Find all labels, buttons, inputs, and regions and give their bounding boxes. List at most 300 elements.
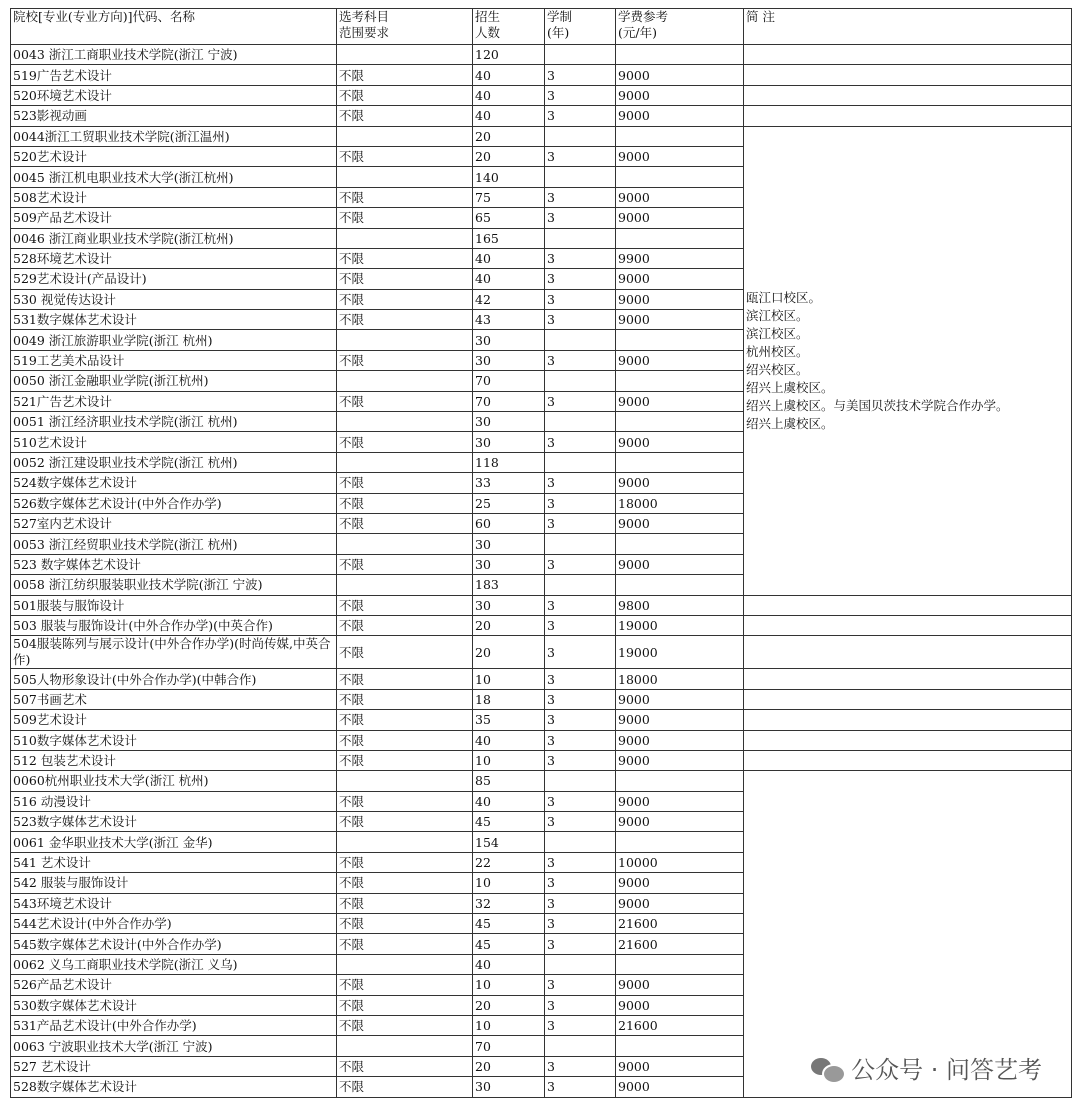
cell-name: 526产品艺术设计	[11, 975, 337, 995]
cell-enroll: 10	[473, 873, 545, 893]
cell-enroll: 183	[473, 575, 545, 595]
cell-notes	[744, 750, 1072, 770]
cell-fee	[616, 228, 744, 248]
cell-years: 3	[545, 391, 616, 411]
cell-enroll: 40	[473, 791, 545, 811]
cell-fee: 9000	[616, 473, 744, 493]
table-row	[11, 669, 1072, 689]
cell-name: 544艺术设计(中外合作办学)	[11, 914, 337, 934]
cell-enroll: 45	[473, 934, 545, 954]
cell-enroll: 20	[473, 615, 545, 635]
header-years-line1: 学制	[547, 9, 573, 24]
cell-subject	[337, 1036, 473, 1056]
cell-name: 528环境艺术设计	[11, 248, 337, 268]
cell-years: 3	[545, 730, 616, 750]
note-line: 绍兴上虞校区。	[746, 415, 834, 431]
cell-enroll: 20	[473, 636, 545, 669]
cell-name: 527室内艺术设计	[11, 513, 337, 533]
cell-years: 3	[545, 852, 616, 872]
table-row	[11, 126, 1072, 146]
cell-subject: 不限	[337, 1015, 473, 1035]
cell-years: 3	[545, 1077, 616, 1097]
cell-years	[545, 167, 616, 187]
cell-enroll: 30	[473, 1077, 545, 1097]
cell-enroll: 85	[473, 771, 545, 791]
note-line: 滨江校区。	[746, 307, 809, 323]
cell-enroll: 42	[473, 289, 545, 309]
cell-subject: 不限	[337, 689, 473, 709]
cell-notes	[744, 689, 1072, 709]
cell-name: 0046 浙江商业职业技术学院(浙江杭州)	[11, 228, 337, 248]
cell-fee	[616, 412, 744, 432]
header-enroll	[473, 9, 545, 45]
cell-years: 3	[545, 995, 616, 1015]
cell-notes	[744, 730, 1072, 750]
cell-enroll: 140	[473, 167, 545, 187]
cell-enroll: 120	[473, 45, 545, 65]
cell-years	[545, 45, 616, 65]
cell-years: 3	[545, 812, 616, 832]
cell-name: 542 服装与服饰设计	[11, 873, 337, 893]
cell-years: 3	[545, 289, 616, 309]
cell-fee: 9000	[616, 975, 744, 995]
header-enroll-line2: 人数	[475, 25, 501, 40]
cell-fee: 9800	[616, 595, 744, 615]
table-row	[11, 689, 1072, 709]
cell-fee	[616, 452, 744, 472]
cell-years	[545, 954, 616, 974]
cell-notes	[744, 669, 1072, 689]
cell-subject: 不限	[337, 730, 473, 750]
cell-years: 3	[545, 1056, 616, 1076]
cell-subject: 不限	[337, 669, 473, 689]
cell-enroll: 43	[473, 310, 545, 330]
cell-subject	[337, 412, 473, 432]
cell-name: 543环境艺术设计	[11, 893, 337, 913]
cell-enroll: 30	[473, 330, 545, 350]
cell-subject: 不限	[337, 812, 473, 832]
note-line: 绍兴上虞校区。	[746, 379, 834, 395]
cell-enroll: 70	[473, 391, 545, 411]
cell-years: 3	[545, 310, 616, 330]
cell-subject: 不限	[337, 391, 473, 411]
cell-fee	[616, 371, 744, 391]
cell-fee: 9000	[616, 791, 744, 811]
cell-notes	[744, 45, 1072, 65]
cell-fee: 9000	[616, 432, 744, 452]
table-row	[11, 615, 1072, 635]
cell-enroll: 22	[473, 852, 545, 872]
cell-name: 504服装陈列与展示设计(中外合作办学)(时尚传媒,中英合作)	[11, 636, 337, 669]
cell-fee: 9000	[616, 289, 744, 309]
cell-years: 3	[545, 269, 616, 289]
cell-years: 3	[545, 689, 616, 709]
cell-years: 3	[545, 914, 616, 934]
table-row	[11, 730, 1072, 750]
cell-years	[545, 371, 616, 391]
cell-subject	[337, 954, 473, 974]
cell-name: 516 动漫设计	[11, 791, 337, 811]
table-row	[11, 85, 1072, 105]
cell-enroll: 18	[473, 689, 545, 709]
note-line: 杭州校区。	[746, 343, 809, 359]
table-row	[11, 771, 1072, 791]
cell-years: 3	[545, 669, 616, 689]
cell-years	[545, 534, 616, 554]
cell-fee: 9000	[616, 710, 744, 730]
cell-years	[545, 126, 616, 146]
cell-years: 3	[545, 146, 616, 166]
cell-fee: 9000	[616, 893, 744, 913]
cell-fee	[616, 126, 744, 146]
cell-years: 3	[545, 791, 616, 811]
cell-notes	[744, 106, 1072, 126]
cell-subject: 不限	[337, 975, 473, 995]
table-row	[11, 595, 1072, 615]
cell-enroll: 40	[473, 85, 545, 105]
cell-subject: 不限	[337, 513, 473, 533]
cell-enroll: 70	[473, 1036, 545, 1056]
cell-subject	[337, 45, 473, 65]
cell-subject: 不限	[337, 636, 473, 669]
cell-years: 3	[545, 1015, 616, 1035]
cell-years	[545, 412, 616, 432]
header-years	[545, 9, 616, 45]
cell-subject	[337, 575, 473, 595]
cell-fee	[616, 771, 744, 791]
cell-name: 0053 浙江经贸职业技术学院(浙江 杭州)	[11, 534, 337, 554]
cell-years: 3	[545, 85, 616, 105]
cell-enroll: 10	[473, 1015, 545, 1035]
cell-subject: 不限	[337, 873, 473, 893]
cell-fee: 9000	[616, 513, 744, 533]
cell-enroll: 40	[473, 65, 545, 85]
cell-enroll: 20	[473, 995, 545, 1015]
cell-fee: 18000	[616, 669, 744, 689]
cell-name: 530数字媒体艺术设计	[11, 995, 337, 1015]
header-subject-line2: 范围要求	[339, 25, 390, 40]
cell-name: 523影视动画	[11, 106, 337, 126]
cell-years: 3	[545, 493, 616, 513]
cell-name: 512 包装艺术设计	[11, 750, 337, 770]
cell-enroll: 33	[473, 473, 545, 493]
cell-enroll: 165	[473, 228, 545, 248]
cell-name: 0049 浙江旅游职业学院(浙江 杭州)	[11, 330, 337, 350]
cell-notes	[744, 636, 1072, 669]
cell-name: 509产品艺术设计	[11, 208, 337, 228]
header-fee	[616, 9, 744, 45]
cell-fee	[616, 330, 744, 350]
header-years-line2: (年)	[547, 25, 570, 40]
cell-years: 3	[545, 65, 616, 85]
cell-subject: 不限	[337, 995, 473, 1015]
cell-enroll: 20	[473, 126, 545, 146]
cell-subject: 不限	[337, 208, 473, 228]
cell-name: 0062 义乌工商职业技术学院(浙江 义乌)	[11, 954, 337, 974]
cell-subject: 不限	[337, 595, 473, 615]
cell-fee	[616, 575, 744, 595]
cell-fee: 9000	[616, 391, 744, 411]
cell-fee	[616, 45, 744, 65]
cell-enroll: 60	[473, 513, 545, 533]
cell-subject: 不限	[337, 1077, 473, 1097]
cell-name: 0045 浙江机电职业技术大学(浙江杭州)	[11, 167, 337, 187]
cell-subject: 不限	[337, 310, 473, 330]
cell-subject	[337, 534, 473, 554]
cell-years: 3	[545, 473, 616, 493]
cell-subject	[337, 771, 473, 791]
cell-name: 0044浙江工贸职业技术学院(浙江温州)	[11, 126, 337, 146]
cell-enroll: 45	[473, 812, 545, 832]
cell-name: 508艺术设计	[11, 187, 337, 207]
cell-name: 501服装与服饰设计	[11, 595, 337, 615]
cell-name: 510数字媒体艺术设计	[11, 730, 337, 750]
cell-fee: 9000	[616, 187, 744, 207]
cell-subject: 不限	[337, 289, 473, 309]
header-subject-line1: 选考科目	[339, 9, 390, 24]
cell-subject: 不限	[337, 187, 473, 207]
cell-enroll: 30	[473, 432, 545, 452]
cell-fee: 9000	[616, 208, 744, 228]
table-row	[11, 65, 1072, 85]
cell-name: 505人物形象设计(中外合作办学)(中韩合作)	[11, 669, 337, 689]
cell-fee: 9000	[616, 730, 744, 750]
cell-years: 3	[545, 208, 616, 228]
table-row	[11, 636, 1072, 669]
cell-fee: 9000	[616, 269, 744, 289]
cell-years: 3	[545, 432, 616, 452]
cell-name: 0050 浙江金融职业学院(浙江杭州)	[11, 371, 337, 391]
cell-subject: 不限	[337, 146, 473, 166]
cell-name: 510艺术设计	[11, 432, 337, 452]
cell-name: 519广告艺术设计	[11, 65, 337, 85]
cell-subject	[337, 167, 473, 187]
cell-years: 3	[545, 975, 616, 995]
cell-fee	[616, 1036, 744, 1056]
cell-years	[545, 1036, 616, 1056]
cell-years	[545, 330, 616, 350]
cell-fee: 9000	[616, 873, 744, 893]
cell-fee: 9000	[616, 1056, 744, 1076]
cell-notes	[744, 65, 1072, 85]
cell-name: 526数字媒体艺术设计(中外合作办学)	[11, 493, 337, 513]
cell-name: 545数字媒体艺术设计(中外合作办学)	[11, 934, 337, 954]
cell-enroll: 30	[473, 534, 545, 554]
table-row	[11, 106, 1072, 126]
cell-enroll: 75	[473, 187, 545, 207]
table-row	[11, 45, 1072, 65]
header-row	[11, 9, 1072, 45]
cell-enroll: 45	[473, 914, 545, 934]
cell-notes	[744, 85, 1072, 105]
cell-name: 530 视觉传达设计	[11, 289, 337, 309]
cell-name: 0060杭州职业技术大学(浙江 杭州)	[11, 771, 337, 791]
cell-enroll: 40	[473, 730, 545, 750]
cell-subject: 不限	[337, 750, 473, 770]
cell-fee: 9900	[616, 248, 744, 268]
cell-enroll: 118	[473, 452, 545, 472]
cell-enroll: 30	[473, 412, 545, 432]
cell-name: 0063 宁波职业技术大学(浙江 宁波)	[11, 1036, 337, 1056]
watermark-text: 公众号 · 问答艺考	[851, 1056, 1042, 1084]
note-line: 绍兴上虞校区。与美国贝茨技术学院合作办学。	[746, 397, 1009, 413]
cell-name: 0052 浙江建设职业技术学院(浙江 杭州)	[11, 452, 337, 472]
table-row	[11, 710, 1072, 730]
cell-subject	[337, 228, 473, 248]
cell-years	[545, 452, 616, 472]
cell-fee: 9000	[616, 812, 744, 832]
cell-years	[545, 832, 616, 852]
cell-years: 3	[545, 554, 616, 574]
cell-fee: 9000	[616, 750, 744, 770]
cell-years: 3	[545, 595, 616, 615]
cell-years: 3	[545, 710, 616, 730]
cell-enroll: 65	[473, 208, 545, 228]
cell-fee: 19000	[616, 636, 744, 669]
cell-enroll: 20	[473, 146, 545, 166]
cell-years: 3	[545, 934, 616, 954]
cell-subject: 不限	[337, 710, 473, 730]
cell-subject: 不限	[337, 248, 473, 268]
cell-years: 3	[545, 636, 616, 669]
cell-notes	[744, 126, 1072, 595]
cell-fee: 9000	[616, 689, 744, 709]
cell-notes	[744, 615, 1072, 635]
cell-years: 3	[545, 187, 616, 207]
cell-subject	[337, 330, 473, 350]
cell-enroll: 10	[473, 669, 545, 689]
cell-enroll: 30	[473, 350, 545, 370]
cell-enroll: 40	[473, 269, 545, 289]
cell-years: 3	[545, 248, 616, 268]
cell-fee: 10000	[616, 852, 744, 872]
cell-fee: 21600	[616, 1015, 744, 1035]
note-line: 绍兴校区。	[746, 361, 809, 377]
table-row	[11, 750, 1072, 770]
cell-enroll: 30	[473, 554, 545, 574]
cell-enroll: 40	[473, 954, 545, 974]
cell-enroll: 25	[473, 493, 545, 513]
note-line: 瓯江口校区。	[746, 289, 822, 305]
cell-name: 520艺术设计	[11, 146, 337, 166]
cell-fee: 21600	[616, 934, 744, 954]
cell-subject	[337, 126, 473, 146]
cell-subject: 不限	[337, 914, 473, 934]
cell-notes	[744, 595, 1072, 615]
cell-fee: 9000	[616, 65, 744, 85]
cell-subject: 不限	[337, 432, 473, 452]
cell-years: 3	[545, 513, 616, 533]
cell-fee: 9000	[616, 554, 744, 574]
cell-subject: 不限	[337, 554, 473, 574]
cell-subject: 不限	[337, 852, 473, 872]
note-line: 滨江校区。	[746, 325, 809, 341]
cell-subject: 不限	[337, 615, 473, 635]
cell-name: 521广告艺术设计	[11, 391, 337, 411]
cell-subject: 不限	[337, 473, 473, 493]
cell-subject: 不限	[337, 934, 473, 954]
cell-fee: 9000	[616, 995, 744, 1015]
cell-subject: 不限	[337, 269, 473, 289]
cell-subject: 不限	[337, 106, 473, 126]
header-school: 院校[专业(专业方向)]代码、名称	[11, 9, 337, 45]
cell-name: 529艺术设计(产品设计)	[11, 269, 337, 289]
cell-name: 524数字媒体艺术设计	[11, 473, 337, 493]
cell-years	[545, 771, 616, 791]
cell-fee	[616, 534, 744, 554]
cell-notes	[744, 771, 1072, 1097]
cell-fee: 19000	[616, 615, 744, 635]
cell-fee: 9000	[616, 146, 744, 166]
cell-name: 0058 浙江纺织服装职业技术学院(浙江 宁波)	[11, 575, 337, 595]
cell-enroll: 10	[473, 975, 545, 995]
cell-notes	[744, 710, 1072, 730]
cell-fee: 9000	[616, 85, 744, 105]
cell-name: 528数字媒体艺术设计	[11, 1077, 337, 1097]
cell-years: 3	[545, 106, 616, 126]
cell-name: 531数字媒体艺术设计	[11, 310, 337, 330]
cell-enroll: 35	[473, 710, 545, 730]
cell-name: 509艺术设计	[11, 710, 337, 730]
cell-name: 523数字媒体艺术设计	[11, 812, 337, 832]
table-body	[11, 45, 1072, 1098]
cell-fee: 18000	[616, 493, 744, 513]
header-subject	[337, 9, 473, 45]
cell-enroll: 70	[473, 371, 545, 391]
cell-name: 0061 金华职业技术大学(浙江 金华)	[11, 832, 337, 852]
cell-fee: 9000	[616, 1077, 744, 1097]
cell-enroll: 32	[473, 893, 545, 913]
cell-fee: 21600	[616, 914, 744, 934]
cell-subject: 不限	[337, 1056, 473, 1076]
cell-years: 3	[545, 893, 616, 913]
cell-name: 507书画艺术	[11, 689, 337, 709]
cell-subject: 不限	[337, 791, 473, 811]
cell-subject: 不限	[337, 893, 473, 913]
cell-subject	[337, 371, 473, 391]
cell-enroll: 40	[473, 106, 545, 126]
cell-subject: 不限	[337, 65, 473, 85]
cell-fee	[616, 954, 744, 974]
cell-name: 519工艺美术品设计	[11, 350, 337, 370]
cell-years	[545, 228, 616, 248]
cell-subject: 不限	[337, 493, 473, 513]
header-fee-line2: (元/年)	[618, 25, 657, 40]
cell-enroll: 30	[473, 595, 545, 615]
cell-years	[545, 575, 616, 595]
cell-name: 531产品艺术设计(中外合作办学)	[11, 1015, 337, 1035]
cell-subject: 不限	[337, 350, 473, 370]
cell-years: 3	[545, 350, 616, 370]
cell-years: 3	[545, 873, 616, 893]
cell-name: 503 服装与服饰设计(中外合作办学)(中英合作)	[11, 615, 337, 635]
cell-subject	[337, 452, 473, 472]
cell-subject	[337, 832, 473, 852]
cell-name: 527 艺术设计	[11, 1056, 337, 1076]
cell-fee: 9000	[616, 350, 744, 370]
cell-fee: 9000	[616, 106, 744, 126]
cell-enroll: 10	[473, 750, 545, 770]
cell-enroll: 154	[473, 832, 545, 852]
cell-years: 3	[545, 750, 616, 770]
cell-name: 0051 浙江经济职业技术学院(浙江 杭州)	[11, 412, 337, 432]
wechat-icon	[811, 1055, 843, 1081]
cell-name: 520环境艺术设计	[11, 85, 337, 105]
header-fee-line1: 学费参考	[618, 9, 669, 24]
cell-name: 541 艺术设计	[11, 852, 337, 872]
header-enroll-line1: 招生	[475, 9, 501, 24]
cell-name: 523 数字媒体艺术设计	[11, 554, 337, 574]
